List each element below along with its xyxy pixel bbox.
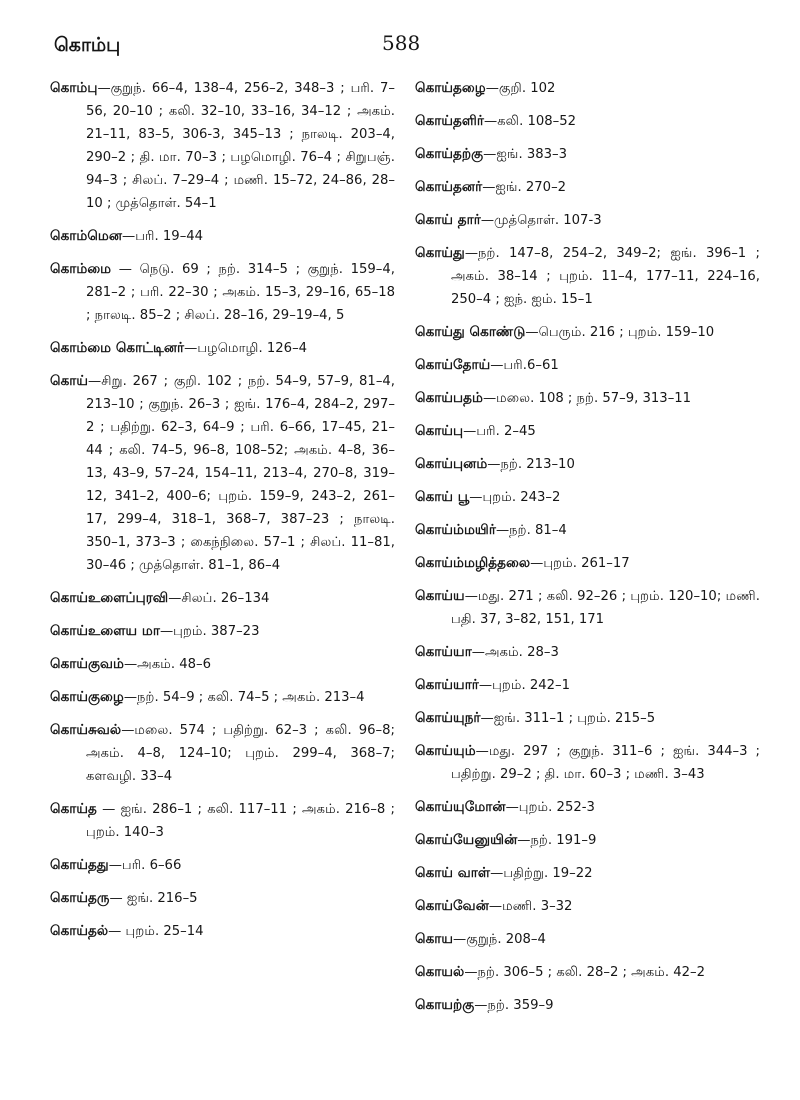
entry-headword: கொயற்கு [415,997,475,1013]
index-entry [415,110,760,133]
entry-references: —நற். 306–5 ; கலி. 28–2 ; அகம். 42–2 [464,965,706,980]
entry-references: — புறம். 25–14 [108,924,204,939]
index-entry [50,920,395,943]
entry-headword: கொம்மை [50,261,112,277]
entry-references: —நற். 81–4 [495,523,567,538]
index-entry [415,796,760,819]
entry-references: —குறுந். 66–4, 138–4, 256–2, 348–3 ; பரி. 7–56, 20–10 ; கலி. 32–10, 33–16, 34–12 ; அகம். 21–11, 83–5, 306-3, 345–13 ; நாலடி. 203–4, 290–2 ; தி. மா. 70–3 ; பழமொழி. 76–4 ; சிறுபஞ். 94–3 ; சிலப். 7–29–4 ; மணி. 15–72, 24–86, 28–10 ; முத்தொள். 54–1 [86,81,395,211]
entry-headword: கொம்மென [50,228,123,244]
entry-references: — நெடு. 69 ; நற். 314–5 ; குறுந். 159–4, 281–2 ; பரி. 22–30 ; அகம். 15–3, 29–16, 65–18 ; நாலடி. 85–2 ; சிலப். 28–16, 29–19–4, 5 [86,262,395,323]
entry-references: —பெரும். 216 ; புறம். 159–10 [525,325,715,340]
entry-references: —சிலப். 26–134 [168,591,270,606]
entry-headword: கொய்புனம் [415,456,488,472]
index-entry [415,387,760,410]
entry-references: —மது. 297 ; குறுந். 311–6 ; ஐங். 344–3 ; பதிற்று. 29–2 ; தி. மா. 60–3 ; மணி. 3–43 [451,744,760,782]
index-entry [50,225,395,248]
index-entry [50,854,395,877]
index-entry [415,519,760,542]
entry-references: —ஐங். 383–3 [483,147,568,162]
index-entry [50,587,395,610]
entry-headword: கொய்தது [50,857,109,873]
index-entry [415,209,760,232]
entry-references: —பழமொழி. 126–4 [184,341,308,356]
index-entry [415,486,760,509]
entry-headword: கொய [415,931,454,947]
index-entry [50,719,395,788]
entry-headword: கொய்யா [415,644,472,660]
index-entry [415,143,760,166]
entry-references: —புறம். 242–1 [478,678,571,693]
entry-headword: கொய்யுமோன் [415,799,506,815]
entry-references: —புறம். 243–2 [469,490,561,505]
entry-references: —மணி. 3–32 [488,899,573,914]
index-entry [50,686,395,709]
entry-headword: கொய்பதம் [415,390,483,406]
entry-headword: கொய்தற்கு [415,146,484,162]
index-entry [415,994,760,1017]
index-entry [415,740,760,786]
entry-references: —புறம். 387–23 [159,624,260,639]
entry-headword: கொய்தனர் [415,179,483,195]
entry-references: — ஐங். 216–5 [109,891,198,906]
entry-headword: கொய்யும் [415,743,476,759]
index-entry [415,829,760,852]
entry-headword: கொய்குவம் [50,656,124,672]
entry-references: —நற். 54–9 ; கலி. 74–5 ; அகம். 213–4 [123,690,365,705]
index-entry [415,242,760,311]
entry-headword: கொய்குழை [50,689,124,705]
entry-headword: கொயல் [415,964,465,980]
entry-headword: கொய் பூ [415,489,470,505]
entry-references: —மலை. 108 ; நற். 57–9, 313–11 [482,391,692,406]
index-entry [50,77,395,215]
index-entry [415,176,760,199]
entry-references: —மது. 271 ; கலி. 92–26 ; புறம். 120–10; மணி. பதி. 37, 3–82, 151, 171 [451,589,760,627]
entry-references: —குறி. 102 [485,81,556,96]
index-entry [415,928,760,951]
entry-references: —நற். 359–9 [474,998,554,1013]
entry-references: —மலை. 574 ; பதிற்று. 62–3 ; கலி. 96–8; அகம். 4–8, 124–10; புறம். 299–4, 368–7; களவழி. 33–4 [86,723,395,784]
entry-references: —புறம். 261–17 [530,556,630,571]
entry-references: —நற். 213–10 [487,457,575,472]
entry-references: —சிறு. 267 ; குறி. 102 ; நற். 54–9, 57–9, 81–4, 213–10 ; குறுந். 26–3 ; ஐங். 176–4, 284–2, 297–2 ; பதிற்று. 62–3, 64–9 ; பரி. 6–66, 17–45, 21–44 ; கலி. 74–5, 96–8, 108–52; அகம். 4–8, 36–13, 43–9, 57–24, 154–11, 213–4, 270–8, 319–12, 341–2, 400–6; புறம். 159–9, 243–2, 261–17, 299–4, 318–1, 368–7, 387–23 ; நாலடி. 350–1, 373–3 ; கைந்நிலை. 57–1 ; சிலப். 11–81, 30–46 ; முத்தொள். 81–1, 86–4 [86,374,395,573]
entry-headword: கொய்பு [415,423,464,439]
entry-references: —பதிற்று. 19–22 [490,866,593,881]
entry-references: —புறம். 252-3 [505,800,595,815]
index-entry [50,370,395,577]
running-head: கொம்பு [54,34,121,56]
entry-references: —பரி. 2–45 [463,424,536,439]
entry-headword: கொய்து கொண்டு [415,324,526,340]
index-entry [415,862,760,885]
entry-headword: கொம்பு [50,80,98,96]
entry-references: —ஐங். 270–2 [482,180,567,195]
entry-references: —பரி. 6–66 [108,858,182,873]
entry-references: —முத்தொள். 107-3 [480,213,602,228]
page-header [0,0,800,70]
index-entry [50,258,395,327]
entry-headword: கொய்உளைய மா [50,623,160,639]
entry-references: —ஐங். 311–1 ; புறம். 215–5 [480,711,656,726]
index-entry [415,453,760,476]
entry-headword: கொய்ம்மயிர் [415,522,496,538]
entry-references: —பரி. 19–44 [122,229,204,244]
entry-headword: கொய் தார் [415,212,481,228]
index-entry [415,674,760,697]
entry-headword: கொய்த [50,801,97,817]
entry-headword: கொய்யேனுயின் [415,832,518,848]
entry-headword: கொய்சுவல் [50,722,122,738]
entry-headword: கொய்தல் [50,923,109,939]
entry-headword: கொய்தரு [50,890,110,906]
index-entry [415,961,760,984]
entry-headword: கொய் [50,373,89,389]
index-entry [50,653,395,676]
index-entry [415,641,760,664]
index-entry [415,707,760,730]
entry-references: —நற். 147–8, 254–2, 349–2; ஐங். 396–1 ; அகம். 38–14 ; புறம். 11–4, 177–11, 224–16, 250–4 ; ஐந். ஐம். 15–1 [451,246,760,307]
entry-references: —கலி. 108–52 [484,114,577,129]
entry-references: —நற். 191–9 [517,833,597,848]
entry-headword: கொய்யுநர் [415,710,481,726]
entry-references: — ஐங். 286–1 ; கலி. 117–11 ; அகம். 216–8 ; புறம். 140–3 [86,802,395,840]
page-number: 588 [382,31,421,55]
entry-headword: கொய் வாள் [415,865,491,881]
index-entry [415,552,760,575]
entry-headword: கொய்து [415,245,465,261]
index-entry [50,798,395,844]
index-entry [50,620,395,643]
index-entry [50,337,395,360]
index-entry [415,354,760,377]
entry-headword: கொய்தளிர் [415,113,485,129]
entry-headword: கொய்தோய் [415,357,491,373]
entry-references: —பரி.6–61 [490,358,559,373]
entry-references: —அகம். 48–6 [123,657,212,672]
entry-references: —அகம். 28–3 [471,645,559,660]
index-entry [415,321,760,344]
entry-headword: கொய்தழை [415,80,486,96]
index-entry [415,420,760,443]
entry-headword: கொய்ய [415,588,465,604]
index-entry [50,887,395,910]
index-entry [415,77,760,100]
right-column [415,77,760,1027]
entry-headword: கொம்மை கொட்டினர் [50,340,185,356]
left-column [50,77,395,953]
entry-references: —குறுந். 208–4 [453,932,546,947]
index-entry [415,585,760,631]
entry-headword: கொய்ம்மழித்தலை [415,555,531,571]
entry-headword: கொய்யார் [415,677,479,693]
index-entry [415,895,760,918]
entry-headword: கொய்உளைப்புரவி [50,590,169,606]
entry-headword: கொய்வேன் [415,898,489,914]
